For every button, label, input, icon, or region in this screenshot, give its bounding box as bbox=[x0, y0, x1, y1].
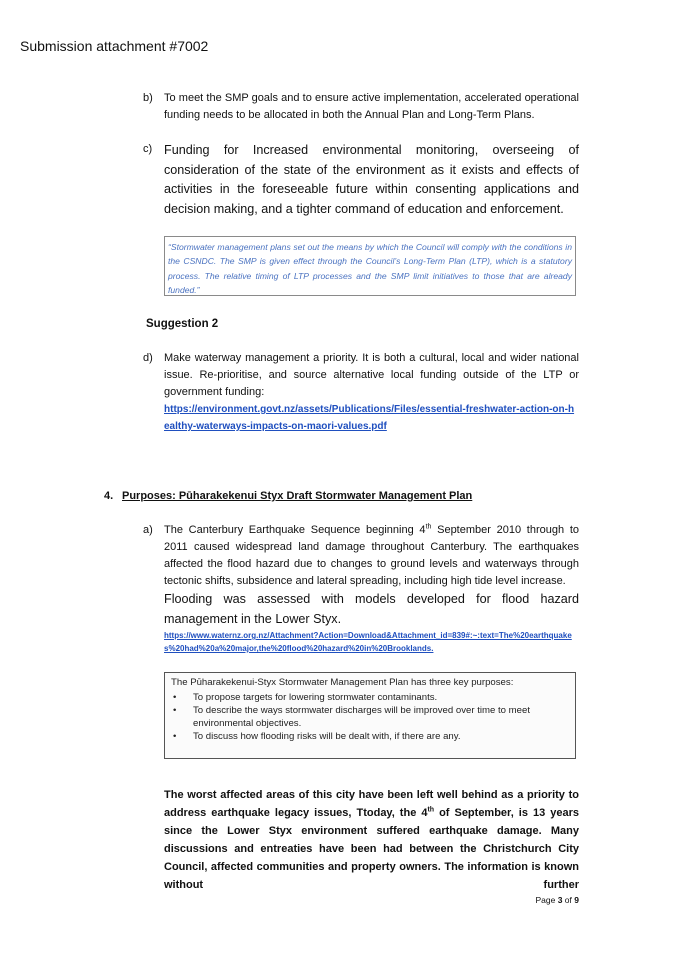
superscript: th bbox=[427, 806, 435, 814]
list-item-text: To meet the SMP goals and to ensure active implementation, accelerated operational funding needs to be allocated in both the Annual Plan and Long-Term Plans. bbox=[164, 92, 579, 121]
list-marker: c) bbox=[143, 143, 153, 155]
list-item-d bbox=[143, 350, 579, 435]
suggestion-heading: Suggestion 2 bbox=[146, 318, 219, 330]
list-item-a bbox=[143, 522, 579, 655]
purposes-box bbox=[164, 672, 576, 759]
bullet-text: To propose targets for lowering stormwater contaminants. bbox=[193, 692, 438, 703]
page-number: 3 bbox=[557, 895, 563, 905]
of-label: of bbox=[564, 895, 572, 905]
page-footer bbox=[535, 895, 579, 905]
list-item bbox=[173, 691, 569, 704]
bullet-text: To discuss how flooding risks will be dealt with, if there are any. bbox=[193, 731, 461, 742]
list-marker: d) bbox=[143, 352, 153, 364]
bullet-icon: • bbox=[173, 731, 177, 742]
text-prefix: The Canterbury Earthquake Sequence beginning 4 bbox=[164, 524, 426, 536]
reference-link[interactable]: https://www.waternz.org.nz/Attachment?Action=Download&Attachment_id=839#:~:text=The%20earthquakes%20had%20a%20major,the%20flood%20hazard%20in%20Brooklands. bbox=[164, 631, 572, 653]
list-item-c bbox=[143, 141, 579, 219]
text-suffix: September 2010 through to 2011 caused widespread land damage throughout Canterbury. The earthquakes affected the flood hazard due to changes to ground levels and waterways through tectonic shifts, subsidence and lateral spreading, including high tide level increase. bbox=[164, 524, 580, 587]
list-item-body: Make waterway management a priority. It is both a cultural, local and wider national issue. Re-prioritise, and source alternative local funding outside of the LTP or government funding: bbox=[164, 352, 579, 398]
list-item bbox=[173, 730, 569, 743]
list-item-big-text: Flooding was assessed with models developed for flood hazard management in the Lower Styx. bbox=[164, 592, 579, 626]
list-item bbox=[173, 704, 569, 730]
list-marker: b) bbox=[143, 92, 153, 104]
list-marker: a) bbox=[143, 524, 153, 536]
bold-paragraph bbox=[164, 786, 579, 894]
page-label: Page bbox=[535, 895, 556, 905]
paragraph-suffix: of September, is 13 years since the Lower Styx environment suffered earthquake damage. Many discussions and entreaties have been had between the Christchurch City Council, affected communities and property owners. The information is known without further bbox=[164, 807, 579, 891]
bullet-icon: • bbox=[173, 692, 177, 703]
list-item-text: Funding for Increased environmental monitoring, overseeing of consideration of the state of the environment as it exists and effects of activities in the foreseeable future within consenting applications and decision making, and a tighter command of education and enforcement. bbox=[164, 143, 579, 216]
bullet-text: To describe the ways stormwater discharges will be improved over time to meet environmental objectives. bbox=[193, 705, 530, 729]
section-number: 4. bbox=[104, 490, 114, 502]
reference-link[interactable]: https://environment.govt.nz/assets/Publications/Files/essential-freshwater-action-on-healthy-waterways-impacts-on-maori-values.pdf bbox=[164, 404, 575, 432]
section-title: Purposes: Pūharakekenui Styx Draft Stormwater Management Plan bbox=[122, 490, 473, 502]
quote-box: “Stormwater management plans set out the means by which the Council will comply with the conditions in the CSNDC. The SMP is given effect through the Council’s Long-Term Plan (LTP), which is a statutory process. The relative timing of LTP processes and the SMP limit initiatives to those that are already funded.” bbox=[164, 236, 576, 296]
paragraph-prefix: The worst affected areas of this city have been left well behind as a priority to address earthquake legacy issues, Ttoday, the 4 bbox=[164, 789, 579, 819]
list-item-text bbox=[164, 350, 579, 435]
purposes-list bbox=[171, 691, 569, 743]
purposes-intro: The Pūharakekenui-Styx Stormwater Management Plan has three key purposes: bbox=[171, 677, 514, 688]
list-item-text bbox=[164, 522, 579, 655]
bullet-icon: • bbox=[173, 705, 177, 716]
list-item-b bbox=[143, 90, 579, 124]
page-total: 9 bbox=[574, 895, 579, 905]
superscript: th bbox=[425, 523, 432, 531]
section-heading bbox=[104, 490, 472, 502]
document-header: Submission attachment #7002 bbox=[20, 38, 209, 54]
